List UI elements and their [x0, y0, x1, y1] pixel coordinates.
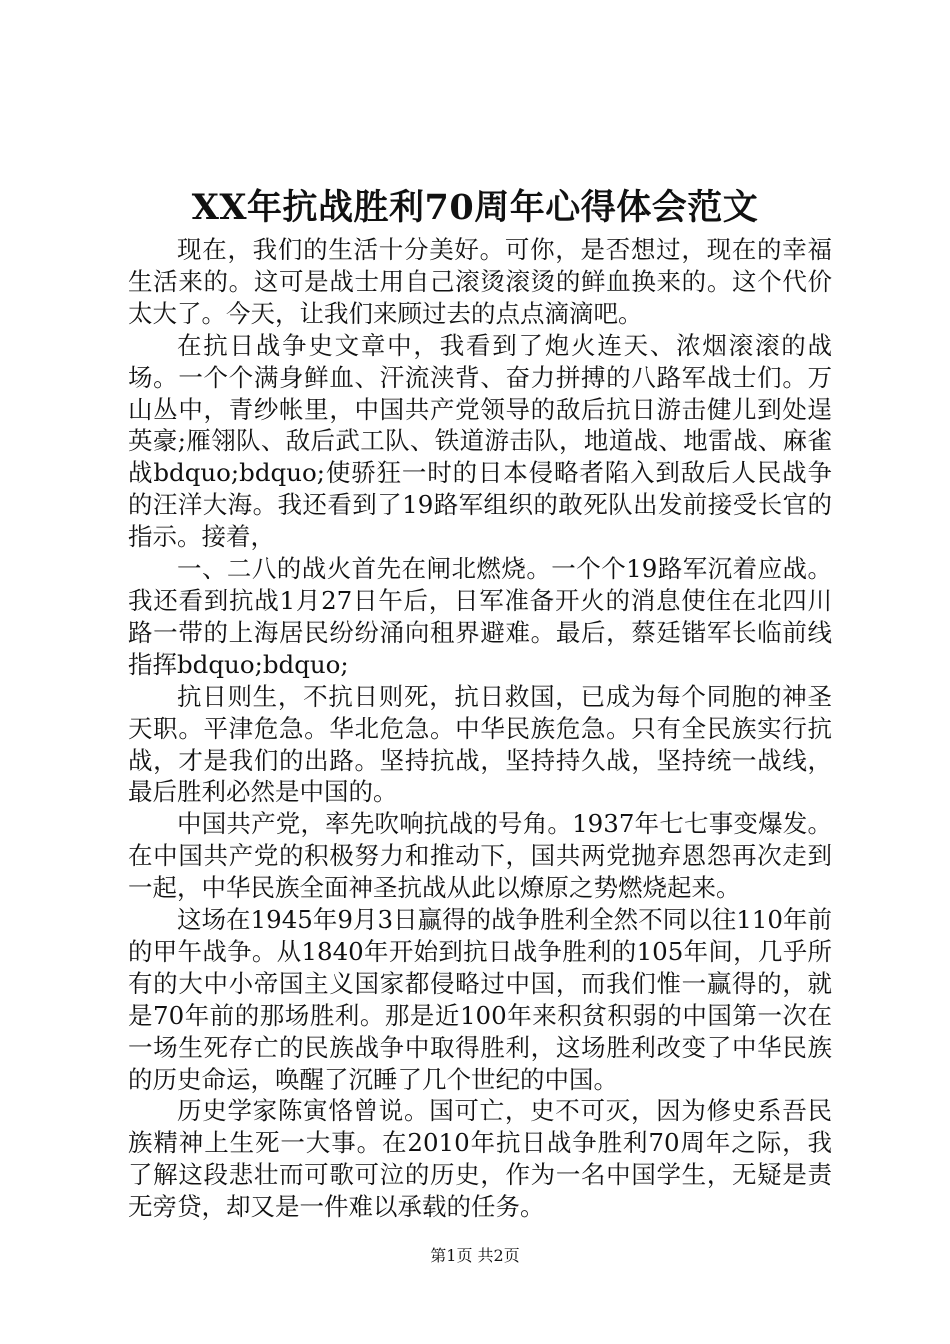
paragraph-2: 在抗日战争史文章中，我看到了炮火连天、浓烟滚滚的战场。一个个满身鲜血、汗流浃背、奋力拼搏的八路军战士们。万山丛中，青纱帐里，中国共产党领导的敌后抗日游击健儿到处逞英豪;雁翎队、敌后武工队、铁道游击队，地道战、地雷战、麻雀战bdquo;bdquo;使骄狂一时的日本侵略者陷入到敌后人民战争的汪洋大海。我还看到了19路军组织的敢死队出发前接受长官的指示。接着， — [128, 330, 832, 552]
paragraph-1: 现在，我们的生活十分美好。可你，是否想过，现在的幸福生活来的。这可是战士用自己滚烫滚烫的鲜血换来的。这个代价太大了。今天，让我们来顾过去的点点滴滴吧。 — [128, 235, 832, 328]
paragraph-7: 历史学家陈寅恪曾说。国可亡，史不可灭，因为修史系吾民族精神上生死一大事。在2010年抗日战争胜利70周年之际，我了解这段悲壮而可歌可泣的历史，作为一名中国学生，无疑是责无旁贷，却又是一件难以承载的任务。 — [128, 1096, 832, 1222]
paragraph-5: 中国共产党，率先吹响抗战的号角。1937年七七事变爆发。在中国共产党的积极努力和推动下，国共两党抛弃恩怨再次走到一起，中华民族全面神圣抗战从此以燎原之势燃烧起来。 — [128, 809, 832, 903]
paragraph-4: 抗日则生，不抗日则死，抗日救国，已成为每个同胞的神圣天职。平津危急。华北危急。中华民族危急。只有全民族实行抗战，才是我们的出路。坚持抗战，坚持持久战，坚持统一战线，最后胜利必然是中国的。 — [128, 681, 832, 807]
paragraph-6: 这场在1945年9月3日赢得的战争胜利全然不同以往110年前的甲午战争。从1840年开始到抗日战争胜利的105年间，几乎所有的大中小帝国主义国家都侵略过中国，而我们惟一赢得的，就是70年前的那场胜利。那是近100年来积贫积弱的中国第一次在一场生死存亡的民族战争中取得胜利，这场胜利改变了中华民族的历史命运，唤醒了沉睡了几个世纪的中国。 — [128, 905, 832, 1094]
document-body — [128, 234, 832, 1223]
page-number-footer: 第1页 共2页 — [430, 1246, 520, 1265]
document-title: XX年抗战胜利70周年心得体会范文 — [191, 187, 759, 228]
paragraph-3: 一、二八的战火首先在闸北燃烧。一个个19路军沉着应战。我还看到抗战1月27日午后，日军准备开火的消息使住在北四川路一带的上海居民纷纷涌向租界避难。最后，蔡廷锴军长临前线指挥bdquo;bdquo; — [128, 554, 832, 679]
